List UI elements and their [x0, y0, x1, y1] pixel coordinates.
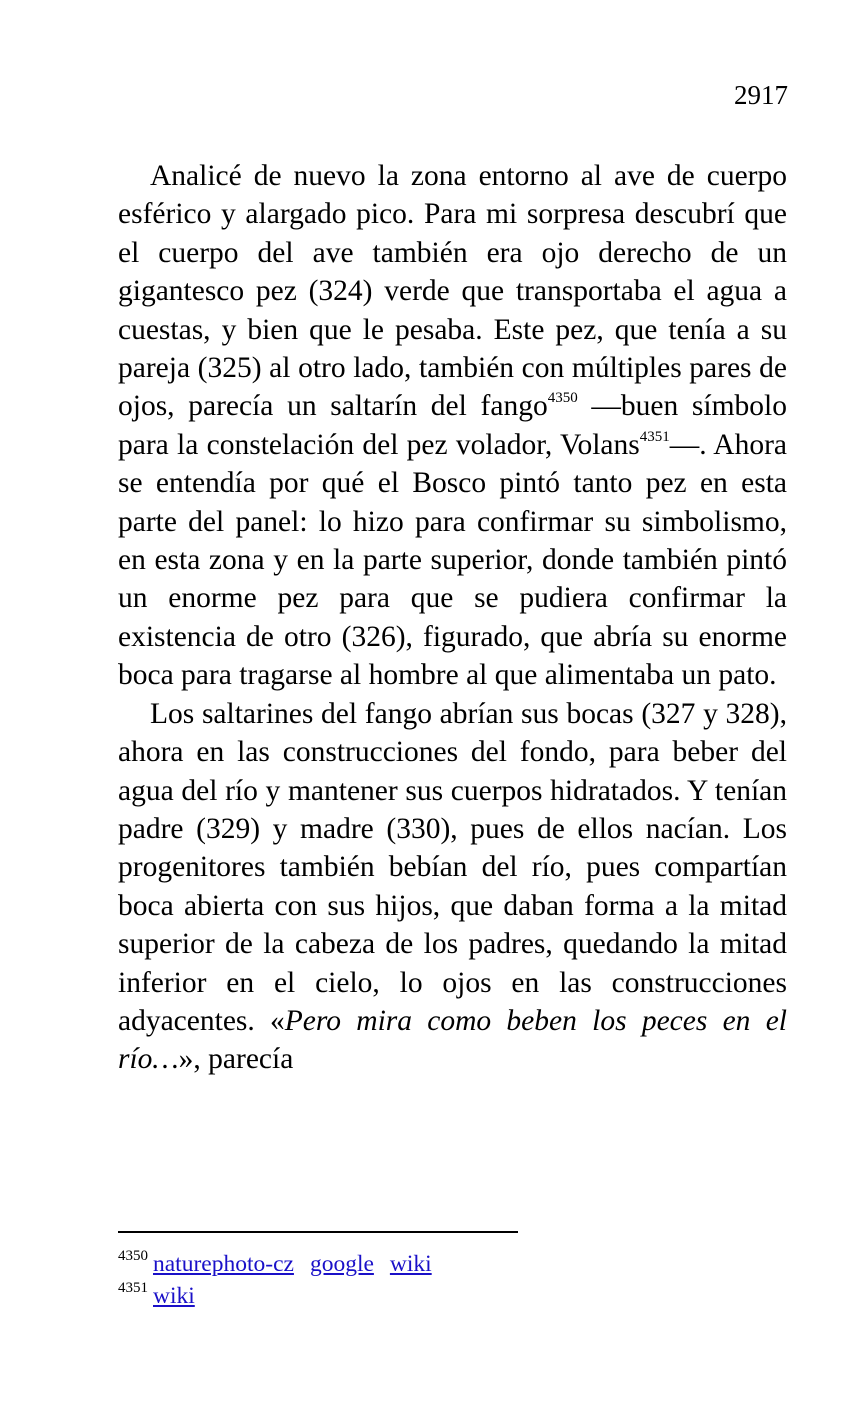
paragraph-2-text-a: Los saltarines del fango abrían sus bocas (327 y 328), ahora en las construcciones del fondo, para beber del agua del río y mantener sus cuerpos hidratados. Y tenían padre (329) y madre (330), pues de ellos nacían. Los progenitores también bebían del río, pues compartían boca abierta con sus hijos, que daban forma a la mitad superior de la cabeza de los padres, quedando la mitad inferior en el cielo, lo ojos en las construcciones adyacentes. «	[118, 697, 787, 1037]
footnotes	[118, 1248, 787, 1312]
footnote-number: 4350	[118, 1248, 148, 1264]
paragraph-2-italic-quote: Pero mira como beben los peces en el río…	[118, 1004, 787, 1076]
footnote-link-google[interactable]: google	[309, 1251, 374, 1277]
paragraph-1	[118, 157, 787, 695]
footnote-link-wiki[interactable]: wiki	[389, 1251, 432, 1277]
paragraph-1-text-b: —buen símbolo para la constelación del pez volador, Volans	[118, 390, 787, 461]
footnote-4350	[118, 1248, 787, 1280]
footnote-number: 4351	[118, 1280, 148, 1296]
footnote-4351	[118, 1280, 787, 1312]
footnote-ref-4350[interactable]: 4350	[547, 390, 578, 407]
body-text	[118, 157, 787, 1079]
footnote-link-naturephoto-cz[interactable]: naturephoto-cz	[153, 1251, 294, 1277]
footnote-link-wiki[interactable]: wiki	[153, 1283, 195, 1309]
footnote-ref-4351[interactable]: 4351	[639, 428, 670, 445]
paragraph-1-text-a: Analicé de nuevo la zona entorno al ave de cuerpo esférico y alargado pico. Para mi sorpresa descubrí que el cuerpo del ave también era ojo derecho de un gigantesco pez (324) verde que transportaba el agua a cuestas, y bien que le pesaba. Este pez, que tenía a su pareja (325) al otro lado, también con múltiples pares de ojos, parecía un saltarín del fango	[118, 160, 787, 423]
page-number: 2917	[734, 80, 788, 110]
paragraph-2-text-b: », parecía	[178, 1043, 294, 1076]
paragraph-1-text-c: —. Ahora se entendía por qué el Bosco pintó tanto pez en esta parte del panel: lo hizo para confirmar su simbolismo, en esta zona y en la parte superior, donde también pintó un enorme pez para que se pudiera confirmar la existencia de otro (326), figurado, que abría su enorme boca para tragarse al hombre al que alimentaba un pato.	[118, 428, 788, 692]
footnote-divider	[118, 1231, 518, 1233]
paragraph-2	[118, 695, 787, 1079]
